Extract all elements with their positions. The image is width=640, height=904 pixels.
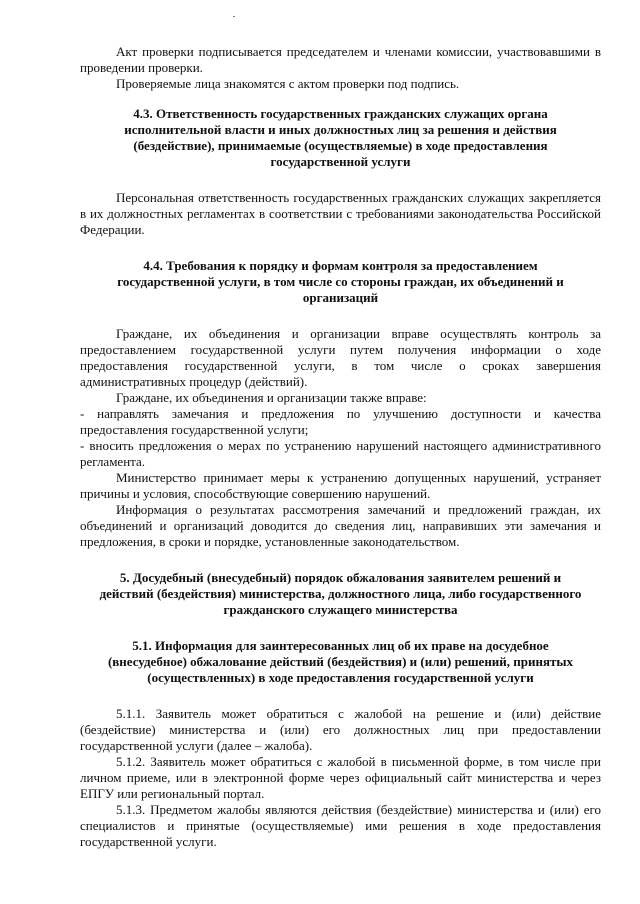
- heading-5-1: 5.1. Информация для заинтересованных лиц об их праве на досудебное (внесудебное) обжалование действий (бездействия) и (или) решений, принятых (осуществленных) в ходе предоставления государственной услуги: [107, 638, 574, 685]
- list-item-send-remarks: - направлять замечания и предложения по улучшению доступности и качества предоставления государственной услуги;: [80, 406, 601, 437]
- paragraph-ministry-measures: Министерство принимает меры к устранению допущенных нарушений, устраняет причины и условия, способствующие совершению нарушений.: [80, 470, 601, 501]
- paragraph-5-1-2: 5.1.2. Заявитель может обратиться с жалобой в письменной форме, в том числе при личном приеме, или в электронной форме через официальный сайт министерства и через ЕПГУ или региональный портал.: [80, 754, 601, 801]
- paragraph-act-signing: Акт проверки подписывается председателем и членами комиссии, участвовавшими в проведении проверки.: [80, 44, 601, 75]
- paragraph-personal-responsibility: Персональная ответственность государственных гражданских служащих закрепляется в их должностных регламентах в соответствии с требованиями законодательства Российской Федерации.: [80, 190, 601, 237]
- heading-5: 5. Досудебный (внесудебный) порядок обжалования заявителем решений и действий (бездействия) министерства, должностного лица, либо государственного гражданского служащего министерства: [99, 570, 582, 617]
- paragraph-citizens-rights: Граждане, их объединения и организации также вправе:: [116, 390, 427, 405]
- paragraph-act-familiarization: Проверяемые лица знакомятся с актом проверки под подпись.: [116, 76, 460, 91]
- paragraph-5-1-1: 5.1.1. Заявитель может обратиться с жалобой на решение и (или) действие (бездействие) министерства и (или) его должностных лиц при предоставлении государственной услуги (далее – жалоба).: [80, 706, 601, 753]
- scan-speck: [233, 16, 235, 17]
- paragraph-5-1-3: 5.1.3. Предметом жалобы являются действия (бездействие) министерства и (или) его специалистов и принятые (осуществляемые) ими решения в ходе предоставления государственной услуги.: [80, 802, 601, 849]
- paragraph-citizens-control: Граждане, их объединения и организации вправе осуществлять контроль за предоставлением государственной услуги путем получения информации о ходе предоставления государственной услуги, в том числе о сроках завершения административных процедур (действий).: [80, 326, 601, 389]
- document-page: [80, 44, 601, 850]
- heading-4-4: 4.4. Требования к порядку и формам контроля за предоставлением государственной услуги, в том числе со стороны граждан, их объединений и организаций: [117, 258, 564, 305]
- heading-4-3: 4.3. Ответственность государственных гражданских служащих органа исполнительной власти и иных должностных лиц за решения и действия (бездействие), принимаемые (осуществляемые) в ходе предоставления государственной услуги: [124, 106, 557, 169]
- paragraph-results-info: Информация о результатах рассмотрения замечаний и предложений граждан, их объединений и организаций доводится до сведения лиц, направивших эти замечания и предложения, в сроки и порядке, установленные законодательством.: [80, 502, 601, 549]
- list-item-make-proposals: - вносить предложения о мерах по устранению нарушений настоящего административного регламента.: [80, 438, 601, 469]
